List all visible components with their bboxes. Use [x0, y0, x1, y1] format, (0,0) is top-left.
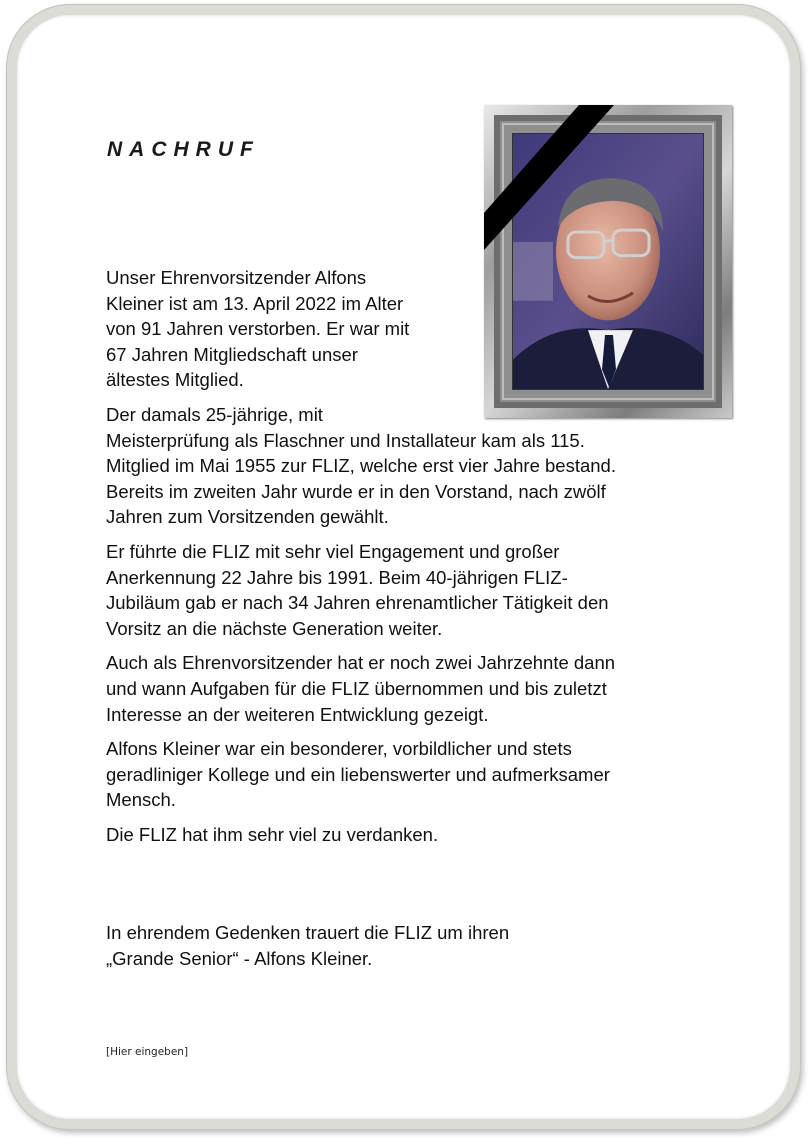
text-line: Bereits im zweiten Jahr wurde er in den Vorstand, nach zwölf: [106, 480, 606, 502]
text-line: Mitglied im Mai 1955 zur FLIZ, welche erst vier Jahre bestand.: [106, 455, 616, 477]
text-line: geradliniger Kollege und ein liebenswerter und aufmerksamer: [106, 763, 610, 785]
text-line: Jubiläum gab er nach 34 Jahren ehrenamtlicher Tätigkeit den: [106, 592, 609, 614]
text-line: 67 Jahren Mitgliedschaft unser: [106, 343, 358, 365]
placeholder-field[interactable]: [Hier eingeben]: [106, 1046, 189, 1058]
text-line: von 91 Jahren verstorben. Er war mit: [106, 318, 410, 340]
text-line: Jahren zum Vorsitzenden gewählt.: [106, 506, 389, 528]
closing-line: „Grande Senior“ - Alfons Kleiner.: [106, 947, 373, 969]
text-line: Er führte die FLIZ mit sehr viel Engagement und großer: [106, 540, 560, 562]
text-line: und wann Aufgaben für die FLIZ übernommen und bis zuletzt: [106, 677, 607, 699]
closing-line: In ehrendem Gedenken trauert die FLIZ um ihren: [106, 922, 510, 943]
paragraph-6: [106, 822, 706, 848]
paragraph-1: [106, 265, 461, 393]
text-line: Der damals 25-jährige, mit: [106, 403, 323, 425]
paragraph-3: [106, 539, 706, 641]
text-line: Auch als Ehrenvorsitzender hat er noch zwei Jahrzehnte dann: [106, 652, 616, 674]
text-line: Kleiner ist am 13. April 2022 im Alter: [106, 292, 404, 314]
text-line: Die FLIZ hat ihm sehr viel zu verdanken.: [106, 823, 439, 845]
text-line: ältestes Mitglied.: [106, 369, 244, 391]
page-title: NACHRUF: [107, 138, 260, 161]
paragraph-5: [106, 736, 706, 813]
text-line: Meisterprüfung als Flaschner und Installateur kam als 115.: [106, 429, 585, 451]
paragraph-2: [106, 402, 706, 530]
text-line: Interesse an der weiteren Entwicklung gezeigt.: [106, 703, 489, 725]
obituary-text: [106, 265, 706, 856]
text-line: Alfons Kleiner war ein besonderer, vorbildlicher und stets: [106, 738, 572, 760]
text-line: Anerkennung 22 Jahre bis 1991. Beim 40-jährigen FLIZ-: [106, 566, 568, 588]
closing-remembrance: [106, 920, 706, 971]
text-line: Vorsitz an die nächste Generation weiter.: [106, 617, 443, 639]
text-line: Unser Ehrenvorsitzender Alfons: [106, 267, 367, 288]
text-line: Mensch.: [106, 789, 176, 811]
paragraph-4: [106, 650, 706, 727]
